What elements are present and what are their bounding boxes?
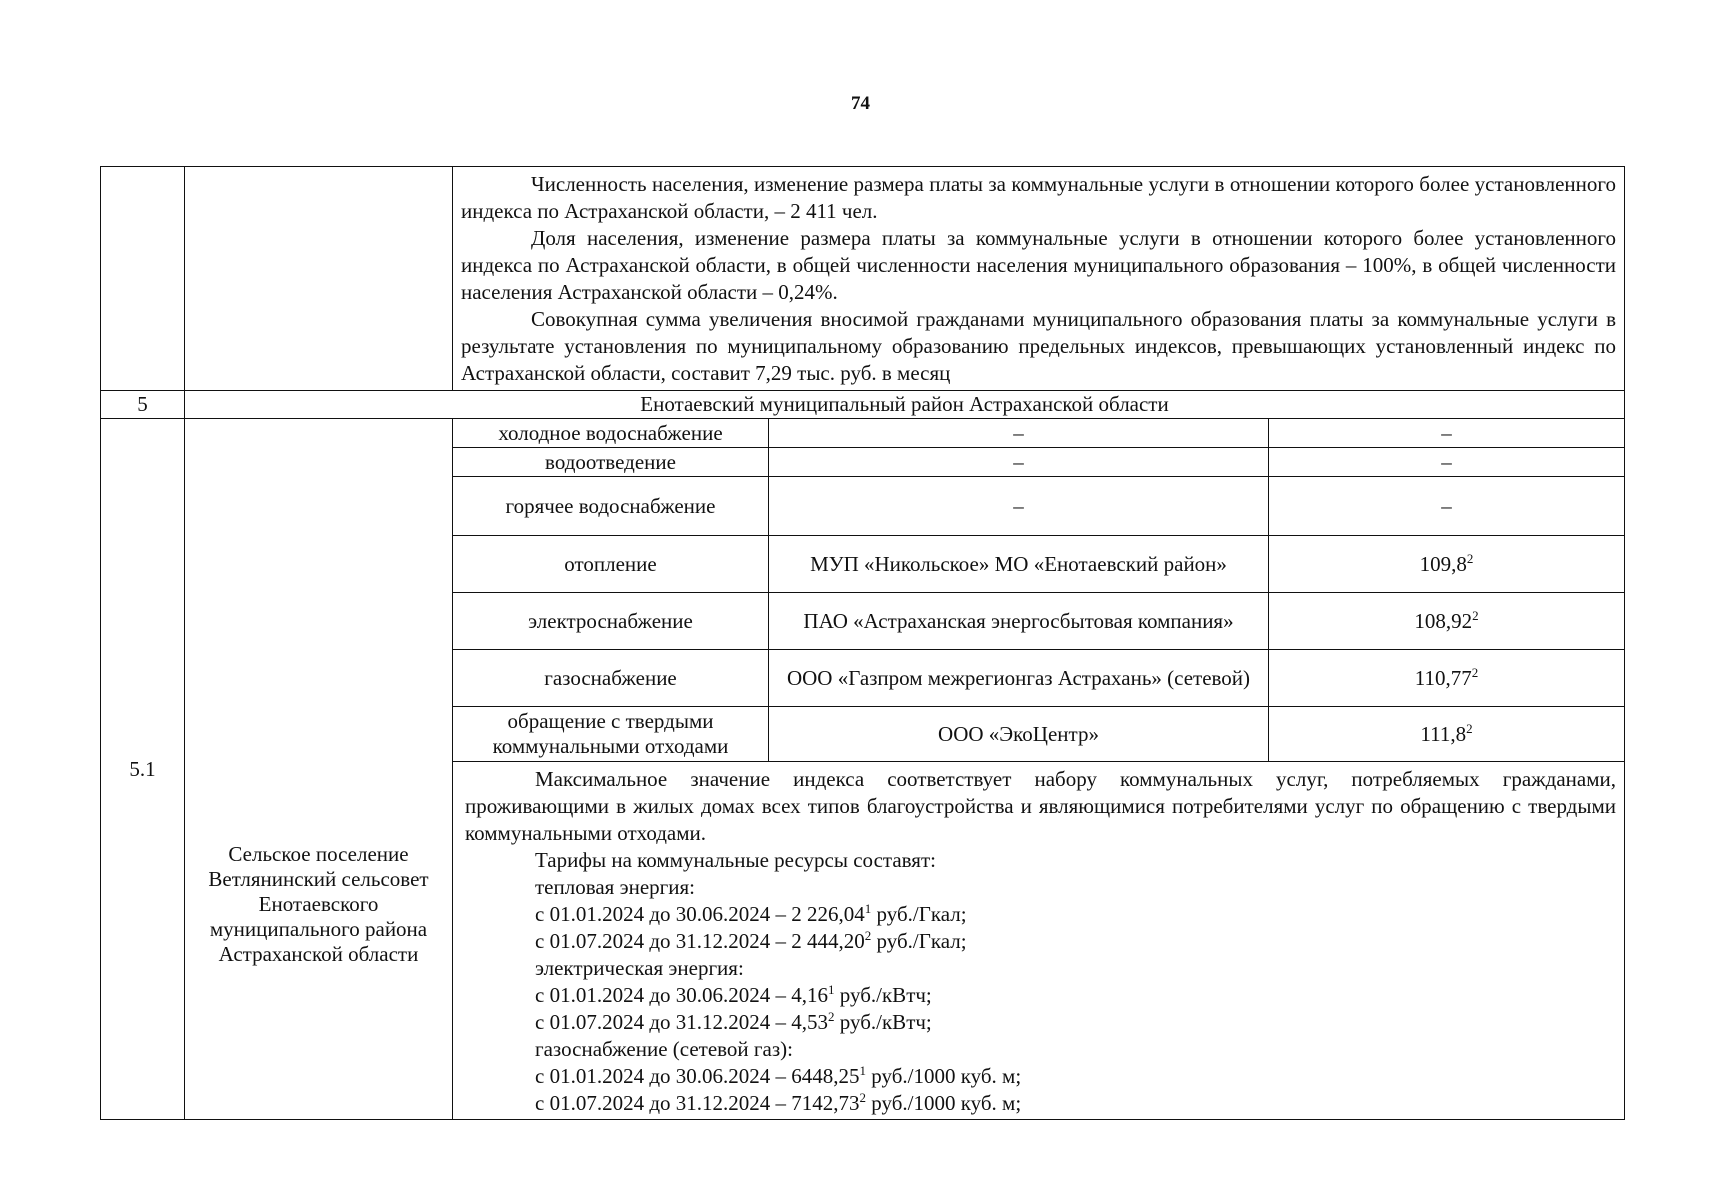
page-number: 74 bbox=[851, 93, 870, 114]
service-name: отопление bbox=[453, 536, 769, 593]
heat-tariff-h2: с 01.07.2024 до 31.12.2024 – 2 444,20$^2$ руб./Гкал; bbox=[535, 928, 967, 953]
tariffs-intro: Тарифы на коммунальные ресурсы составят: bbox=[535, 848, 936, 872]
service-provider: – bbox=[769, 448, 1269, 477]
service-provider: ООО «ЭкоЦентр» bbox=[769, 707, 1269, 762]
service-provider: МУП «Никольское» МО «Енотаевский район» bbox=[769, 536, 1269, 593]
service-index: – bbox=[1269, 419, 1625, 448]
service-index: – bbox=[1269, 448, 1625, 477]
electric-tariff-h2: с 01.07.2024 до 31.12.2024 – 4,53$^2$ руб./кВтч; bbox=[535, 1009, 932, 1034]
service-index: 108,92$^2$ bbox=[1269, 593, 1625, 650]
electric-label: электрическая энергия: bbox=[535, 956, 744, 980]
population-share-text: Доля населения, изменение размера платы за коммунальные услуги в отношении которого более установленного индекса по Астраханской области, в общей численности населения муниципального образования – 100%, в общей численности населения Астраханской области – 0,24%. bbox=[461, 225, 1616, 304]
service-name: газоснабжение bbox=[453, 650, 769, 707]
electric-tariff-h1: с 01.01.2024 до 30.06.2024 – 4,16$^1$ руб./кВтч; bbox=[535, 982, 932, 1007]
heat-label: тепловая энергия: bbox=[535, 875, 696, 899]
notes-cell bbox=[453, 762, 1625, 1120]
service-index: 109,8$^2$ bbox=[1269, 536, 1625, 593]
summary-text-cell bbox=[453, 167, 1625, 391]
tariff-table bbox=[100, 166, 1625, 1120]
service-name: горячее водоснабжение bbox=[453, 477, 769, 536]
gas-tariff-h2: с 01.07.2024 до 31.12.2024 – 7142,73$^2$ руб./1000 куб. м; bbox=[535, 1090, 1022, 1115]
heat-tariff-h1: с 01.01.2024 до 30.06.2024 – 2 226,04$^1$ руб./Гкал; bbox=[535, 901, 967, 926]
service-name: электроснабжение bbox=[453, 593, 769, 650]
region-row bbox=[101, 391, 1625, 419]
max-index-note: Максимальное значение индекса соответствует набору коммунальных услуг, потребляемых гражданами, проживающими в жилых домах всех типов благоустройства и являющимися потребителями услуг по обращению с твердыми коммунальными отходами. bbox=[465, 767, 1616, 845]
service-index: 111,8$^2$ bbox=[1269, 707, 1625, 762]
settlement-name-text: Сельское поселение Ветлянинский сельсовет Енотаевского муниципального района Астраханской области bbox=[208, 841, 429, 966]
population-count-text: Численность населения, изменение размера платы за коммунальные услуги в отношении которого более установленного индекса по Астраханской области, – 2 411 чел. bbox=[461, 171, 1616, 223]
summary-row bbox=[101, 167, 1625, 391]
region-number: 5 bbox=[101, 391, 185, 419]
region-name: Енотаевский муниципальный район Астраханской области bbox=[185, 391, 1625, 419]
service-name: обращение с твердыми коммунальными отходами bbox=[453, 707, 769, 762]
settlement-number: 5.1 bbox=[101, 419, 185, 1120]
service-provider: ООО «Газпром межрегионгаз Астрахань» (сетевой) bbox=[769, 650, 1269, 707]
empty-number-cell bbox=[101, 167, 185, 391]
total-increase-text: Совокупная сумма увеличения вносимой гражданами муниципального образования платы за коммунальные услуги в результате установления по муниципальному образованию предельных индексов, превышающих установленный индекс по Астраханской области, составит 7,29 тыс. руб. в месяц bbox=[461, 306, 1616, 385]
service-provider: ПАО «Астраханская энергосбытовая компания» bbox=[769, 593, 1269, 650]
service-index: 110,77$^2$ bbox=[1269, 650, 1625, 707]
service-index: – bbox=[1269, 477, 1625, 536]
settlement-name bbox=[185, 419, 453, 1120]
service-provider: – bbox=[769, 419, 1269, 448]
empty-name-cell bbox=[185, 167, 453, 391]
service-row bbox=[101, 419, 1625, 448]
service-name: холодное водоснабжение bbox=[453, 419, 769, 448]
tariffs-block bbox=[535, 847, 1616, 1117]
gas-tariff-h1: с 01.01.2024 до 30.06.2024 – 6448,25$^1$ руб./1000 куб. м; bbox=[535, 1063, 1022, 1088]
gas-label: газоснабжение (сетевой газ): bbox=[535, 1037, 793, 1061]
service-name: водоотведение bbox=[453, 448, 769, 477]
service-provider: – bbox=[769, 477, 1269, 536]
